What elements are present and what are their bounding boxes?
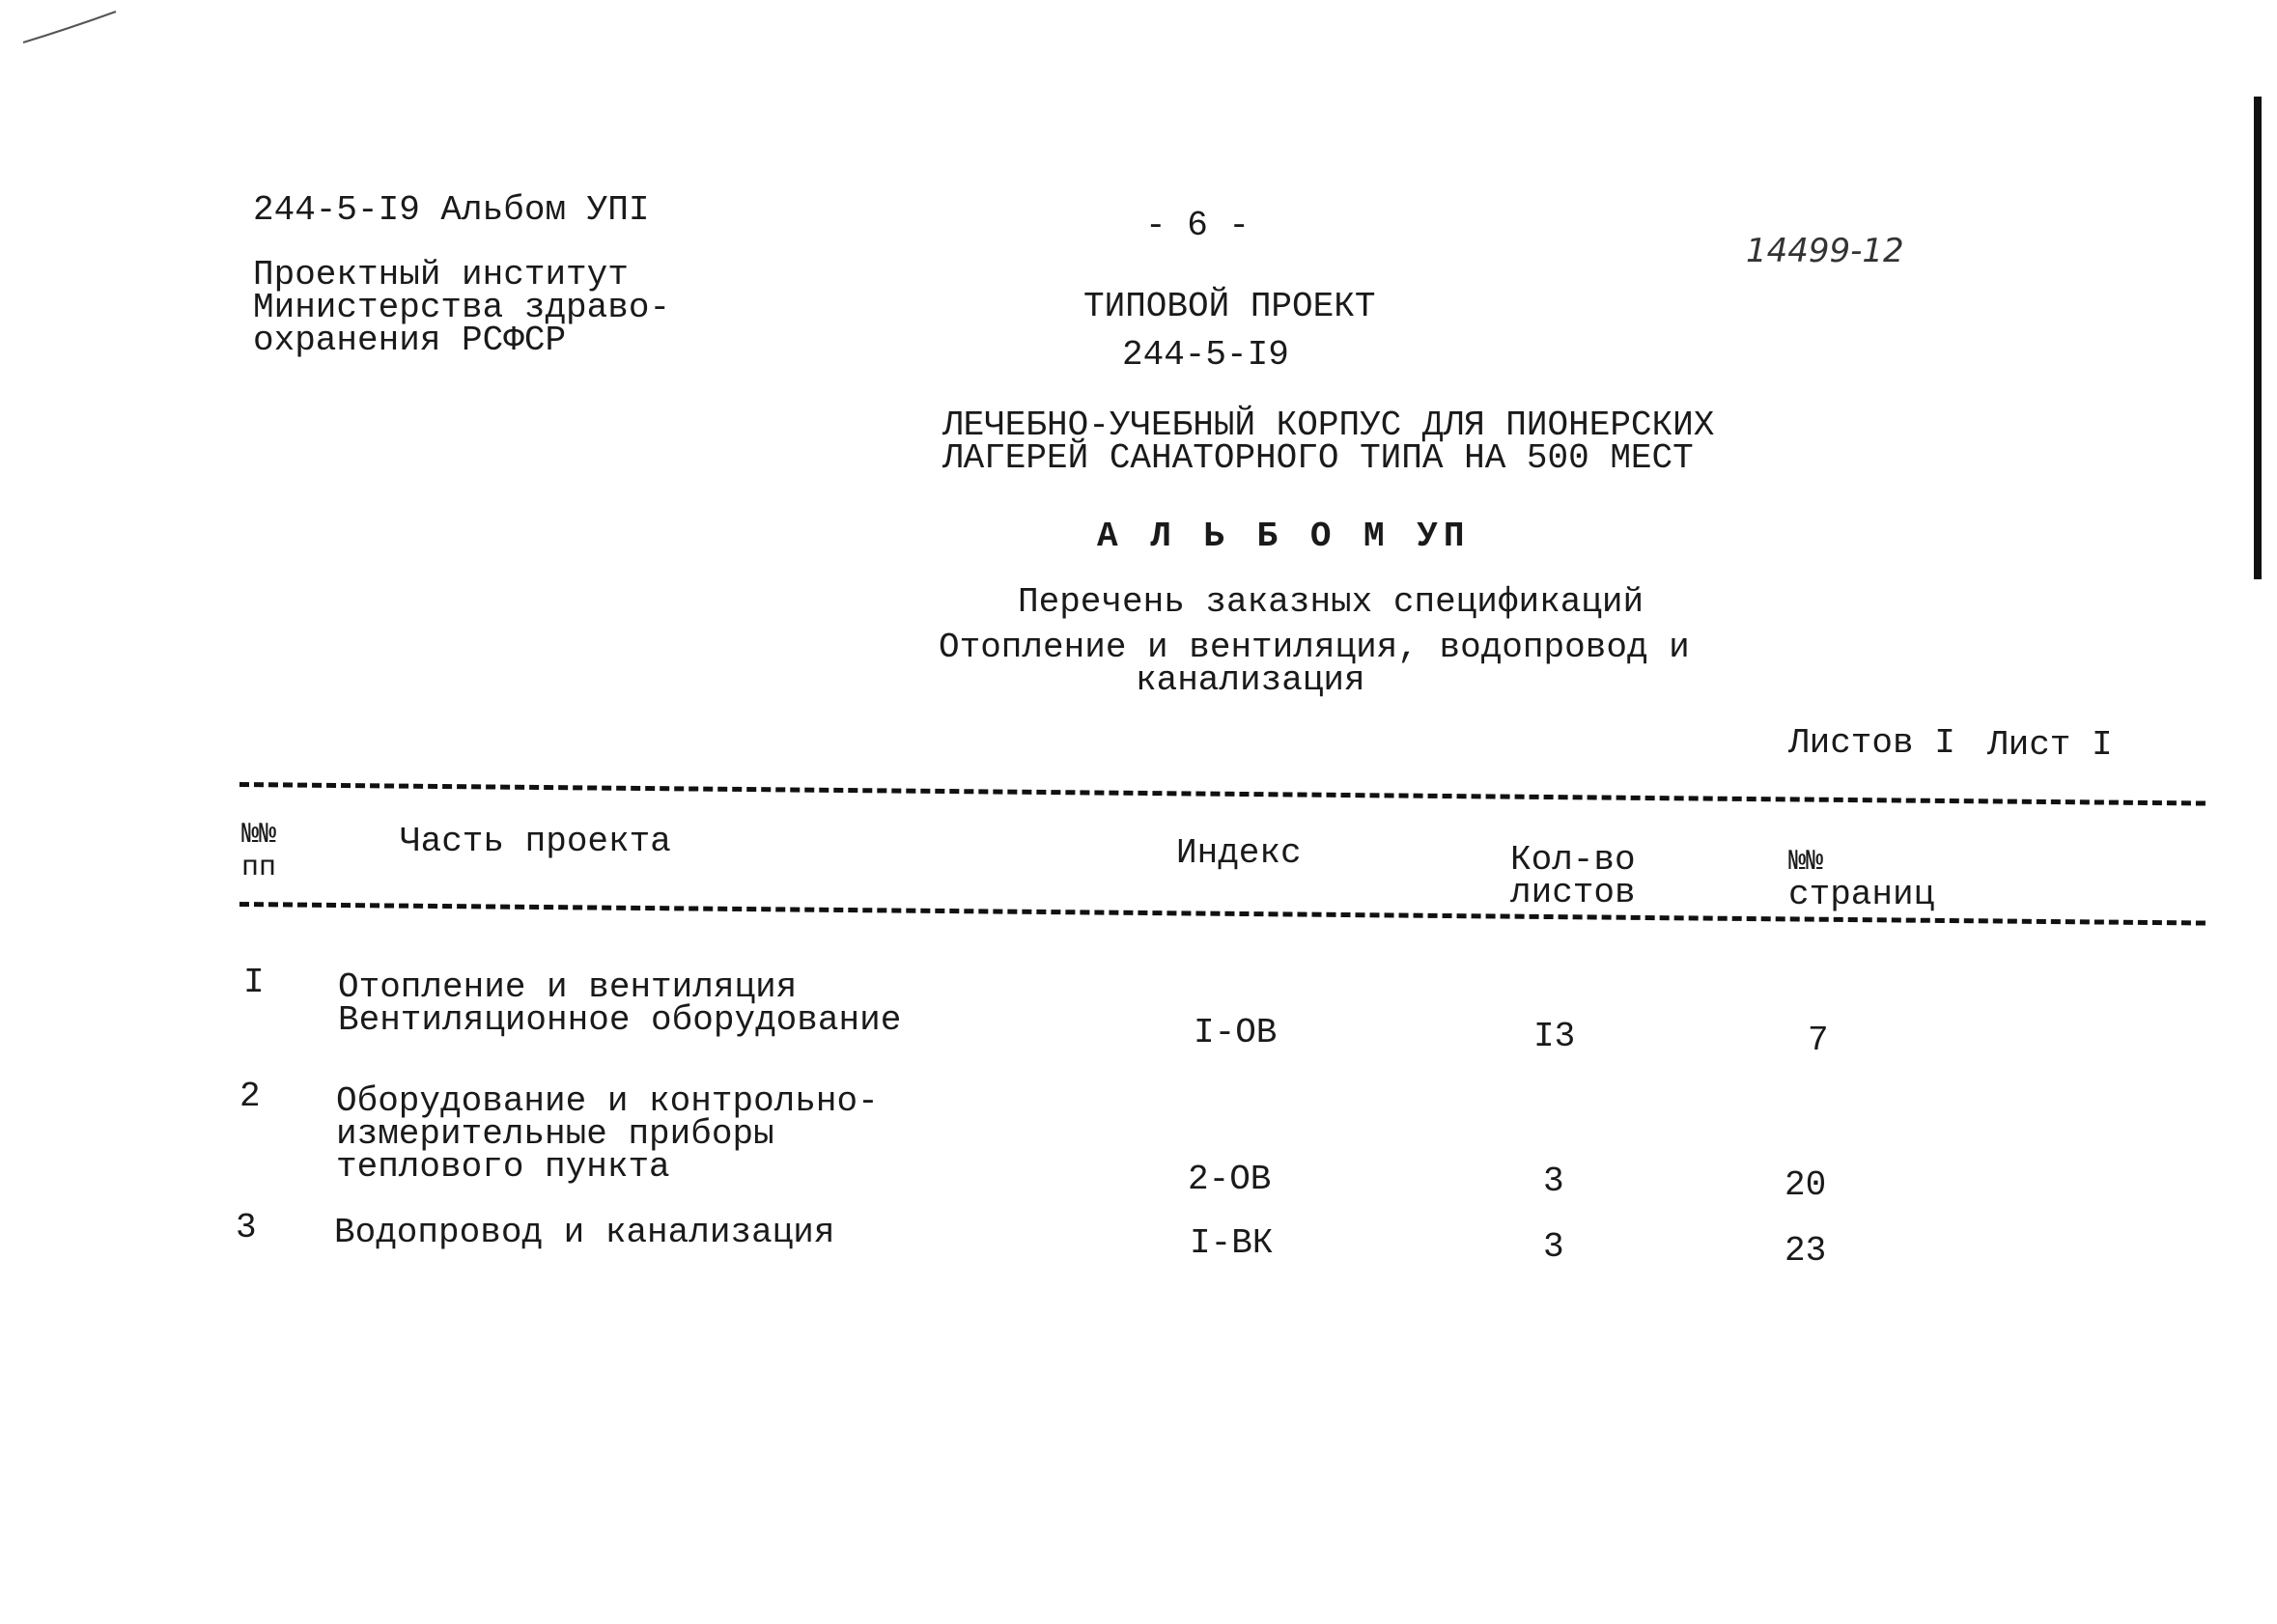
- scan-border-edge: [2254, 97, 2262, 579]
- header-num-line: пп: [241, 852, 277, 884]
- row-part-line: теплового пункта: [336, 1147, 670, 1187]
- row-part: [336, 1081, 879, 1187]
- typical-project-label: ТИПОВОЙ ПРОЕКТ: [1083, 287, 1376, 326]
- row-count: I3: [1533, 1017, 1576, 1056]
- page-number: - 6 -: [1145, 206, 1251, 245]
- project-code: 244-5-I9: [1122, 335, 1289, 375]
- sheets-current: Лист I: [1987, 725, 2113, 765]
- header-count: [1510, 840, 1636, 912]
- sections-line: канализация: [1136, 660, 1365, 700]
- row-part: [334, 1213, 835, 1252]
- header-pages: [1788, 846, 1935, 914]
- header-index: Индекс: [1176, 833, 1302, 873]
- album-title: А Л Ь Б О М УП: [1097, 517, 1471, 556]
- header-part: Часть проекта: [400, 822, 671, 861]
- table-top-rule: [239, 782, 2206, 806]
- row-index: 2-ОВ: [1188, 1160, 1272, 1199]
- building-title: [942, 406, 1715, 478]
- archive-number: 14499-12: [1746, 232, 1904, 270]
- institute-line: Проектный институт: [253, 255, 629, 294]
- sheets-total: Листов I: [1788, 723, 1955, 763]
- row-index: I-ОВ: [1194, 1013, 1278, 1052]
- row-num: 2: [239, 1077, 261, 1116]
- row-part-line: Водопровод и канализация: [334, 1213, 835, 1252]
- sections-subtitle: [939, 628, 1690, 700]
- row-index: I-ВК: [1190, 1223, 1274, 1263]
- row-page: 20: [1785, 1165, 1827, 1205]
- building-title-line: ЛЕЧЕБНО-УЧЕБНЫЙ КОРПУС ДЛЯ ПИОНЕРСКИХ: [942, 406, 1715, 445]
- header-num: [241, 819, 276, 884]
- row-page: 7: [1808, 1021, 1829, 1060]
- pen-stroke-mark: [19, 0, 135, 48]
- header-count-line: Кол-во: [1510, 840, 1636, 880]
- row-part-line: Вентиляционное оборудование: [338, 1000, 902, 1040]
- sections-line: Отопление и вентиляция, водопровод и: [939, 628, 1690, 667]
- header-pages-line: №№: [1788, 846, 1824, 879]
- row-part-line: измерительные приборы: [336, 1114, 774, 1154]
- header-pages-line: страниц: [1788, 875, 1935, 914]
- row-num: 3: [236, 1208, 257, 1247]
- row-num: I: [243, 963, 265, 1002]
- row-part: [338, 967, 902, 1040]
- institute-name: [253, 255, 671, 360]
- row-page: 23: [1785, 1231, 1827, 1271]
- header-num-line: №№: [241, 819, 277, 852]
- document-code-album: 244-5-I9 Альбом УПI: [253, 190, 650, 230]
- row-count: 3: [1543, 1227, 1564, 1267]
- institute-line: Министерства здраво-: [253, 288, 671, 327]
- building-title-line: ЛАГЕРЕЙ САНАТОРНОГО ТИПА НА 500 МЕСТ: [942, 438, 1694, 478]
- institute-line: охранения РСФСР: [253, 321, 567, 360]
- list-title: Перечень заказных спецификаций: [1018, 582, 1644, 622]
- row-part-line: Оборудование и контрольно-: [336, 1081, 879, 1121]
- row-count: 3: [1543, 1162, 1564, 1201]
- header-count-line: листов: [1510, 873, 1636, 912]
- row-part-line: Отопление и вентиляция: [338, 967, 798, 1007]
